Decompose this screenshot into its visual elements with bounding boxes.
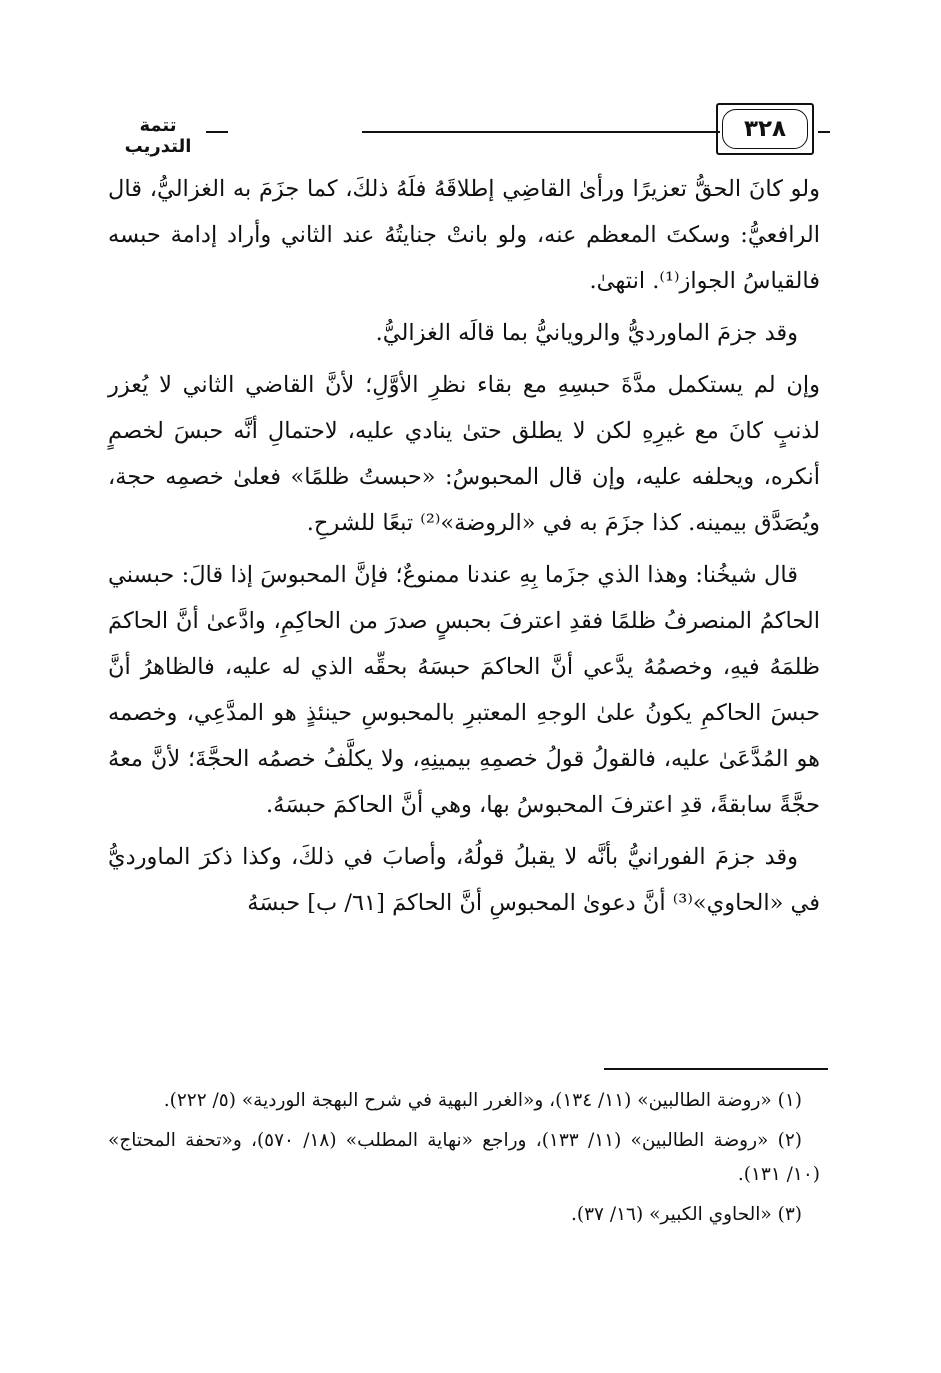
footnotes — [108, 1084, 820, 1238]
page-header — [118, 103, 830, 163]
running-title: تتمة التدريب — [124, 115, 192, 157]
header-rule — [362, 131, 720, 133]
footnote: (٢) «روضة الطالبين» (١١/ ١٣٣)، وراجع «نهاية المطلب» (١٨/ ٥٧٠)، و«تحفة المحتاج» (١٠/ ١٣١). — [108, 1130, 820, 1185]
paragraph: وقد جزمَ الفورانيُّ بأنَّه لا يقبلُ قولُهُ، وأصابَ في ذلكَ، وكذا ذكرَ الماورديُّ في «الحاوي»⁽³⁾ أنَّ دعوىٰ المحبوسِ أنَّ الحاكمَ [٦١/ ب] حبسَهُ — [108, 844, 820, 916]
footnote-separator — [604, 1068, 828, 1070]
main-text — [108, 166, 820, 932]
page-number: ٣٢٨ — [722, 109, 808, 149]
footnote: (١) «روضة الطالبين» (١١/ ١٣٤)، و«الغرر البهية في شرح البهجة الوردية» (٥/ ٢٢٢). — [163, 1090, 802, 1111]
header-rule-right — [818, 131, 830, 133]
paragraph: وإن لم يستكمل مدَّةَ حبسِهِ مع بقاء نظرِ الأوَّلِ؛ لأنَّ القاضي الثاني لا يُعزر لذنبٍ كانَ مع غيرِهِ لكن لا يطلق حتىٰ ينادي عليه، لاحتمالِ أنَّه حبسَ لخصمٍ أنكره، ويحلفه عليه، وإن قال المحبوسُ: «حبستُ ظلمًا» فعلىٰ خصمِه حجة، ويُصَدَّق بيمينه. كذا جزَمَ به في «الروضة»⁽²⁾ تبعًا للشرحِ. — [108, 372, 820, 536]
page-number-frame — [716, 103, 814, 155]
paragraph: وقد جزمَ الماورديُّ والرويانيُّ بما قالَه الغزاليُّ. — [375, 320, 798, 346]
paragraph: ولو كانَ الحقُّ تعزيرًا ورأىٰ القاضِي إطلاقَهُ فلَهُ ذلكَ، كما جزَمَ به الغزاليُّ، قال الرافعيُّ: وسكتَ المعظم عنه، ولو بانتْ جنايتُهُ عند الثاني وأراد إدامة حبسه فالقياسُ الجواز⁽¹⁾. انتهىٰ. — [108, 176, 820, 294]
header-rule-left — [206, 131, 228, 133]
paragraph: قال شيخُنا: وهذا الذي جزَما بِهِ عندنا ممنوعٌ؛ فإنَّ المحبوسَ إذا قالَ: حبسني الحاكمُ المنصرفُ ظلمًا فقدِ اعترفَ بحبسٍ صدرَ من الحاكِمِ، وادَّعىٰ أنَّ الحاكمَ ظلمَهُ فيهِ، وخصمُهُ يدَّعي أنَّ الحاكمَ حبسَهُ بحقِّه الذي له عليه، فالظاهرُ أنَّ حبسَ الحاكمِ يكونُ علىٰ الوجهِ المعتبرِ بالمحبوسِ حينئذٍ هو المدَّعِي، وخصمه هو المُدَّعَىٰ عليه، فالقولُ قولُ خصمِهِ بيمينِهِ، ولا يكلَّفُ خصمُه الحجَّةَ؛ لأنَّ معهُ حجَّةً سابقةً، قدِ اعترفَ المحبوسُ بها، وهي أنَّ الحاكمَ حبسَهُ. — [108, 562, 820, 818]
footnote: (٣) «الحاوي الكبير» (١٦/ ٣٧). — [571, 1204, 802, 1225]
